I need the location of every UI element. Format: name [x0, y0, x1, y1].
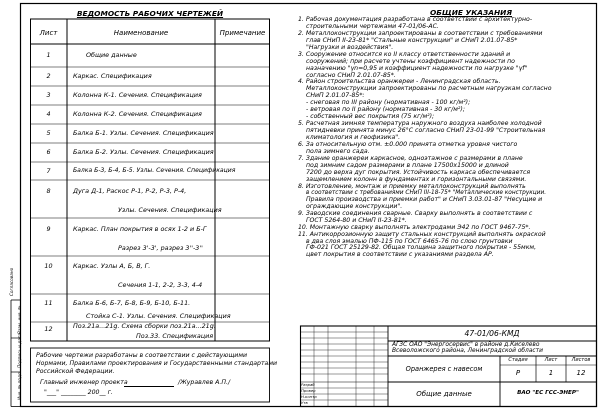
note-line: - снеговая по III району (нормативная - 100 кг/м²);	[306, 99, 471, 107]
note-line: в два слоя эмалью ПФ-115 по ГОСТ 6465-76 по слою грунтовки	[306, 237, 513, 245]
sheet-row-number: 6	[46, 148, 51, 156]
sheet-row-title-cont: Сечения 1-1, 2-2, 3-3, 4-4	[118, 281, 203, 289]
sheet-value: 1	[548, 369, 554, 377]
note-line: 1. Рабочая документация разработана в соответствии с архитектурно-	[298, 16, 533, 23]
sheet-row-title: Колонна К-1. Сечения. Спецификация	[73, 91, 202, 99]
note-line: 7. Здание оранжереи каркасное, одноэтажное с размерами в плане	[298, 154, 523, 162]
note-line: цвет покрытия в соответствии с указаниями раздела АР.	[306, 251, 494, 259]
sheet-row-title-cont: Поз.33. Спецификация	[136, 332, 214, 340]
notes-body	[298, 17, 594, 259]
sheet-row-number: 11	[44, 299, 53, 307]
note-line: согласно СНиП 2.01.07-85*.	[306, 71, 396, 79]
note-line: 6. За относительную отм. ±0.000 принята отметка уровня чистого	[298, 140, 518, 148]
note-line: 9. Заводские соединения сварные. Сварку выполнять в соответствии с	[298, 209, 533, 217]
document-code: 47-01/06-КМД	[464, 329, 520, 338]
sheet-row-number: 7	[46, 167, 51, 175]
sheet-row-title: Балка Б-2. Узлы. Сечения. Спецификация	[73, 148, 214, 156]
company-name: ВАО "ЕС ГСС-ЭНЕР"	[517, 390, 579, 396]
sheet-row-number: 8	[46, 187, 51, 195]
side-stamp-signature: Подпись и дата	[17, 333, 22, 368]
sheet-row-title: Балка Б-1. Узлы. Сечения. Спецификация	[73, 129, 214, 137]
note-line: 2. Металлоконструкции запроектированы в соответствии с требованиями	[298, 29, 543, 37]
side-stamp-replacement: Взам. инв. №	[17, 305, 22, 334]
note-line: 3. Сооружение относится ко II классу ответственности зданий и	[298, 50, 511, 58]
side-stamp-inventory: Инв. № подл.	[17, 371, 22, 400]
sheet-row-number: 9	[46, 225, 51, 233]
note-line: Правила производства и приемки работ" и СНиП 3.03.01-87 "Несущие и	[306, 195, 543, 203]
role-approved: Утв	[301, 400, 308, 405]
note-line: Металлоконструкции запроектированы по расчетным нагрузкам согласно	[306, 85, 552, 93]
statement-line: Нормами, Правилами проектирования и Государственными стандартами	[36, 360, 278, 367]
statement-line: Российской Федерации.	[36, 368, 115, 375]
stage-value: Р	[515, 369, 521, 377]
object-name: Оранжерея с навесом	[405, 365, 483, 373]
sheet-list-header-name: Наименование	[113, 29, 169, 37]
note-line: сооружений; при расчете учтены коэффициент надежности по	[306, 57, 515, 65]
sheet-row-title: Поз.21а...21g. Схема сборки поз.21а...21g.	[73, 322, 216, 330]
note-line: - ветровая по II району (нормативная - 30 кг/м²);	[306, 106, 465, 114]
role-checker: Провер	[301, 388, 316, 393]
sheet-row-title-cont: Стойка С-1. Узлы. Сечения. Спецификация	[86, 312, 231, 320]
sheets-label: Листов	[571, 357, 591, 363]
note-line: в соответствии с требованиями СНиП III-18-75* "Металлические конструкции.	[306, 190, 547, 197]
sheet-list-title: ВЕДОМОСТЬ РАБОЧИХ ЧЕРТЕЖЕЙ	[76, 9, 224, 18]
sheet-row-title: Колонна К-2. Сечения. Спецификация	[73, 110, 202, 118]
sheets-value: 12	[576, 369, 586, 377]
sheet-row-title: Каркас. Спецификация	[73, 72, 152, 80]
note-line: - собственный вес покрытия (75 кг/м²);	[306, 113, 435, 121]
sheet-row-title-cont: Узлы. Сечения. Спецификация	[118, 206, 222, 214]
note-line: строительными чертежами 47-01/06-АС.	[306, 22, 439, 30]
sheet-row-title: Дуга Д-1, Раскос Р-1, Р-2, Р-3, Р-4,	[73, 187, 187, 195]
note-line: под зимним садом размерами в плане 17500х15000 и длиной	[306, 161, 509, 169]
sheet-row-title: Балка Б-6, Б-7, Б-8, Б-9, Б-10, Б-11.	[73, 299, 191, 307]
note-line: защемлением колонн в фундаментах и горизонтальными связями.	[306, 175, 527, 183]
statement-line: Рабочие чертежи разработаны в соответствии с действующими	[36, 352, 248, 359]
project-org-line: Всеволожского района, Ленинградской области	[392, 348, 543, 354]
note-line: 5. Расчетная зимняя температура наружного воздуха наиболее холодной	[298, 120, 542, 128]
sheet-row-title-cont: Разрез 3'-3', разрез 3''-3''	[118, 244, 203, 252]
note-line: 11. Антикоррозионную защиту стальных конструкций выполнять окраской	[298, 230, 546, 238]
sheet-row-number: 5	[46, 129, 51, 137]
note-line: 10. Монтажную сварку выполнять электродами Э42 по ГОСТ 9467-75*.	[298, 223, 531, 231]
role-developer: Разраб	[301, 382, 315, 387]
sheet-row-title: Общие данные	[86, 51, 137, 59]
sheet-label: Лист	[544, 357, 558, 363]
sheet-row-title: Каркас. Узлы А, Б, В, Г.	[73, 262, 151, 270]
sheet-row-title: Балка Б-3, Б-4, Б-5. Узлы. Сечения. Спецификация	[73, 167, 236, 174]
note-line: глав СНиП II-23-81* "Стальные конструкции" и СНиП 2.01.07-85*	[306, 36, 518, 44]
note-line: пятидневки принята минус 26°С согласно СНиП 23-01-99 "Строительная	[306, 127, 546, 134]
project-org-line: АГЗС ОАО "Энергосервис" в районе д.Киселево	[392, 342, 540, 348]
sheet-row-title: Каркас. План покрытия в осях 1-2 и Б-Г	[73, 225, 207, 233]
signature-line	[124, 386, 174, 387]
note-line: "Нагрузки и воздействия".	[306, 43, 394, 51]
sheet-list-header-note: Примечание	[219, 29, 266, 37]
sheet-row-number: 3	[46, 91, 51, 99]
note-line: ограждающие конструкции".	[306, 202, 403, 210]
sheet-row-number: 4	[46, 110, 51, 118]
sheet-title: Общие данные	[416, 390, 472, 398]
chief-engineer-label: Главный инженер проекта	[40, 379, 128, 386]
note-line: ГОСТ 5264-80 и СНиП II-23-81*.	[306, 216, 407, 224]
sheet-row-number: 1	[46, 51, 51, 59]
role-norm-control: Н.контр	[301, 394, 317, 399]
signature-date: "___" ________ 200__ г.	[44, 389, 113, 396]
note-line: пола зимнего сада.	[306, 147, 370, 155]
note-line: климатология и геофизика".	[306, 133, 401, 141]
note-line: СНиП 2.01.07-85*:	[306, 92, 365, 100]
chief-engineer-name: /Журавлев А.П./	[178, 379, 231, 386]
sheet-row-number: 12	[44, 325, 53, 333]
note-line: ГФ-021 ГОСТ 25129-82. Общая толщина защитного покрытия - 55мкм,	[306, 244, 537, 252]
side-stamp-agreed: Согласовано	[9, 267, 14, 296]
note-line: 4. Район строительства оранжереи - Ленинградская область.	[298, 78, 501, 86]
stage-label: Стадия	[508, 357, 528, 363]
notes-title: ОБЩИЕ УКАЗАНИЯ	[430, 8, 513, 17]
sheet-row-number: 2	[46, 72, 51, 80]
sheet-row-number: 10	[44, 262, 53, 270]
note-line: 7200 до верха дуг покрытия. Устойчивость каркаса обеспечивается	[306, 168, 531, 176]
sheet-list-header-sheet: Лист	[39, 29, 58, 37]
note-line: назначению "γn=0,95 и коэффициент надежности по нагрузке "γf"	[306, 64, 528, 72]
note-line: 8. Изготовление, монтаж и приемку металлоконструкций выполнять	[298, 182, 526, 190]
